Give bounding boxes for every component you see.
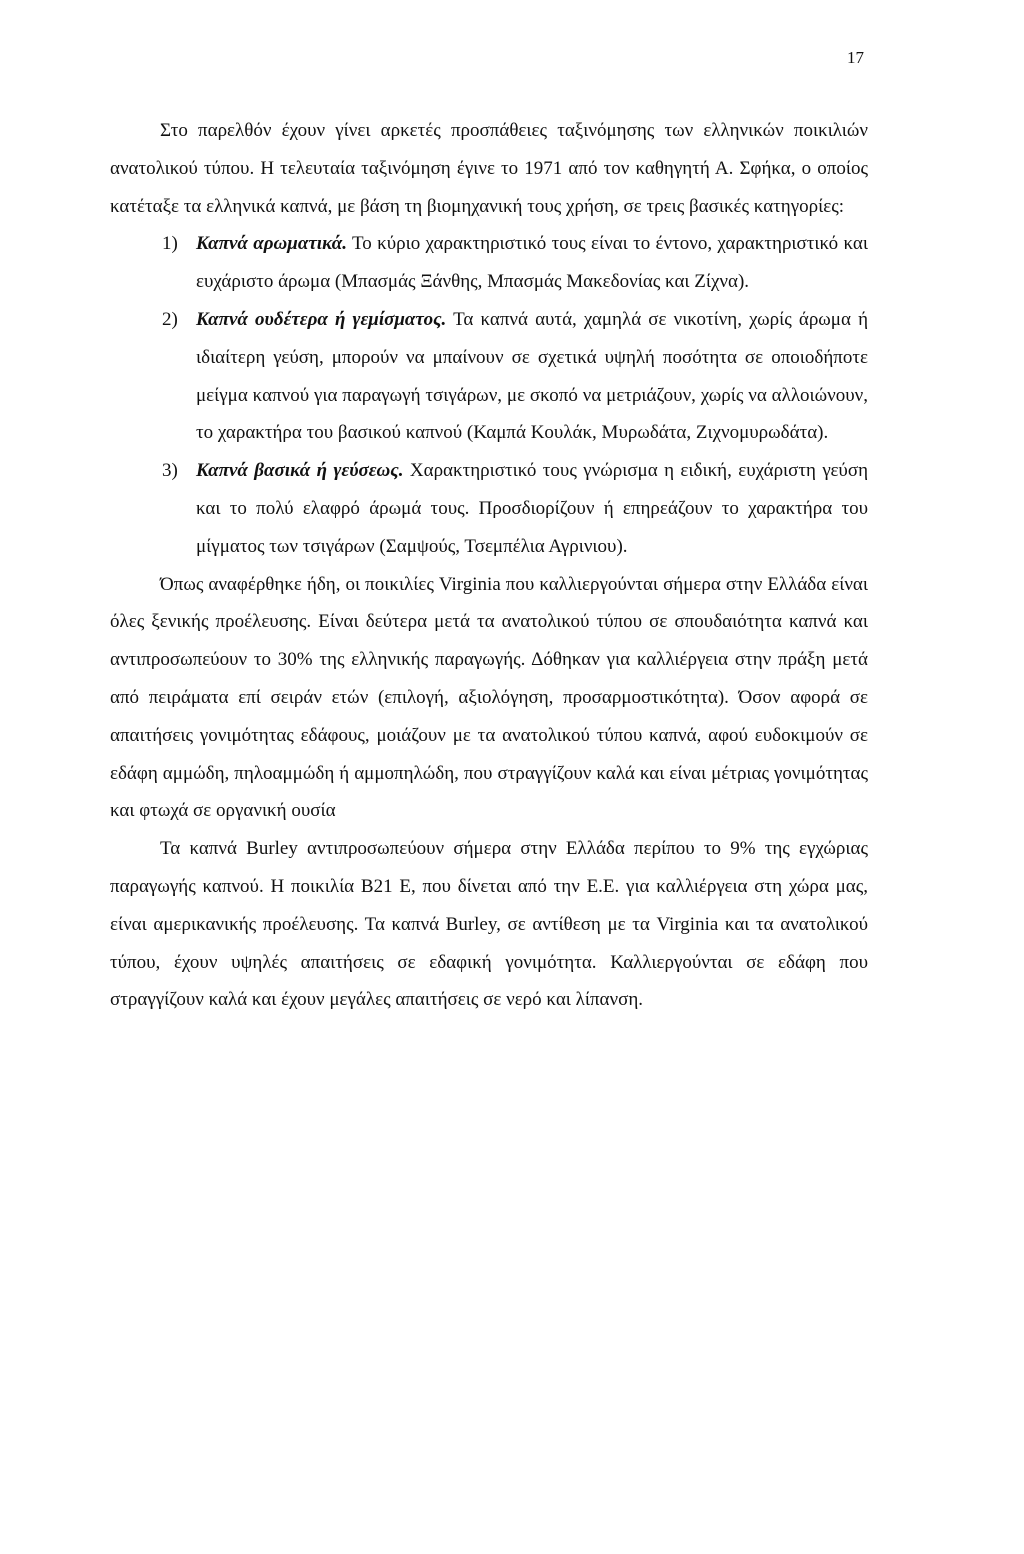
category-number: 1) xyxy=(162,233,178,255)
virginia-paragraph: Όπως αναφέρθηκε ήδη, οι ποικιλίες Virginia που καλλιεργούνται σήμερα στην Ελλάδα είναι όλες ξενικής προέλευσης. Είναι δεύτερα μετά τα ανατολικού τύπου σε σπουδαιότητα καπνά και αντιπροσωπεύουν το 30% της ελληνικής παραγωγής. Δόθηκαν για καλλιέργεια στην πράξη μετά από πειράματα επί σειράν ετών (επιλογή, αξιολόγηση, προσαρμοστικότητα). Όσον αφορά σε απαιτήσεις γονιμότητας εδάφους, μοιάζουν με τα ανατολικού τύπου καπνά, αφού ευδοκιμούν σε εδάφη αμμώδη, πηλοαμμώδη ή αμμοπηλώδη, που στραγγίζουν καλά και είναι μέτριας γονιμότητας και φτωχά σε οργανική ουσία xyxy=(110,573,868,822)
category-text: Το κύριο χαρακτηριστικό τους είναι το έντονο, χαρακτηριστικό και ευχάριστο άρωμα (Μπασμάς Ξάνθης, Μπασμάς Μακεδονίας και Ζίχνα). xyxy=(196,233,868,293)
category-title: Καπνά βασικά ή γεύσεως. xyxy=(196,460,404,482)
page-number: 17 xyxy=(847,48,864,67)
category-item-2 xyxy=(110,301,868,452)
category-title: Καπνά αρωματικά. xyxy=(196,233,348,255)
document-body xyxy=(110,112,868,1019)
category-number: 3) xyxy=(162,460,178,482)
intro-paragraph: Στο παρελθόν έχουν γίνει αρκετές προσπάθειες ταξινόμησης των ελληνικών ποικιλιών ανατολικού τύπου. Η τελευταία ταξινόμηση έγινε το 1971 από τον καθηγητή Α. Σφήκα, ο οποίος κατέταξε τα ελληνικά καπνά, με βάση τη βιομηχανική τους χρήση, σε τρεις βασικές κατηγορίες: xyxy=(110,120,868,217)
category-item-3 xyxy=(110,452,868,565)
category-number: 2) xyxy=(162,308,178,330)
category-text: Τα καπνά αυτά, χαμηλά σε νικοτίνη, χωρίς άρωμα ή ιδιαίτερη γεύση, μπορούν να μπαίνουν σε σχετικά υψηλή ποσότητα σε οποιοδήποτε μείγμα καπνού για παραγωγή τσιγάρων, με σκοπό να μετριάζουν, χωρίς να αλλοιώνουν, το χαρακτήρα του βασικού καπνού (Καμπά Κουλάκ, Μυρωδάτα, Ζιχνομυρωδάτα). xyxy=(196,308,868,444)
burley-paragraph: Τα καπνά Burley αντιπροσωπεύουν σήμερα στην Ελλάδα περίπου το 9% της εγχώριας παραγωγής καπνού. Η ποικιλία B21 E, που δίνεται από την Ε.Ε. για καλλιέργεια στη χώρα μας, είναι αμερικανικής προέλευσης. Τα καπνά Burley, σε αντίθεση με τα Virginia και τα ανατολικού τύπου, έχουν υψηλές απαιτήσεις σε εδαφική γονιμότητα. Καλλιεργούνται σε εδάφη που στραγγίζουν καλά και έχουν μεγάλες απαιτήσεις σε νερό και λίπανση. xyxy=(110,838,868,1011)
category-title: Καπνά ουδέτερα ή γεμίσματος. xyxy=(196,308,447,330)
category-text: Χαρακτηριστικό τους γνώρισμα η ειδική, ευχάριστη γεύση και το πολύ ελαφρό άρωμά τους. Προσδιορίζουν ή επηρεάζουν το χαρακτήρα του μίγματος των τσιγάρων (Σαμψούς, Τσεμπέλια Αγρινιου). xyxy=(196,460,869,557)
category-item-1 xyxy=(110,225,868,301)
